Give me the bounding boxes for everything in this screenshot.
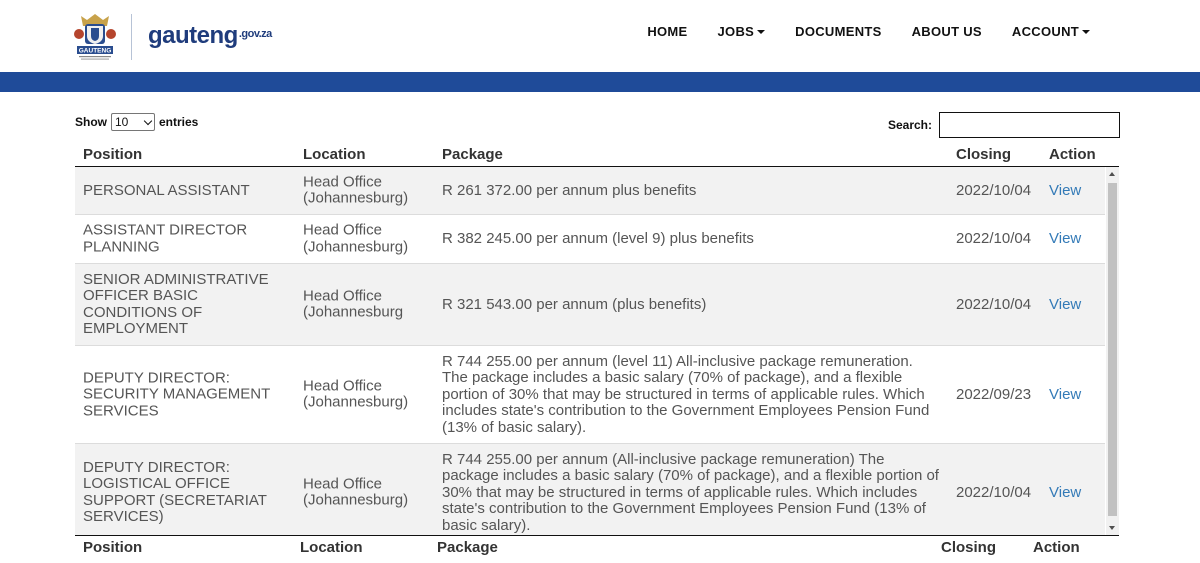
caret-down-icon bbox=[757, 30, 765, 34]
table-row bbox=[75, 264, 1105, 346]
nav-documents-label: DOCUMENTS bbox=[795, 24, 882, 39]
search-input[interactable] bbox=[939, 112, 1120, 138]
nav-about-label: ABOUT US bbox=[911, 24, 982, 39]
nav-jobs-label: JOBS bbox=[717, 24, 755, 39]
cell-closing: 2022/09/23 bbox=[956, 385, 1032, 403]
scroll-down-icon[interactable] bbox=[1109, 526, 1115, 530]
column-header-closing[interactable]: Closing bbox=[956, 146, 1011, 163]
header-accent-bar bbox=[0, 72, 1200, 92]
column-header-position[interactable]: Position bbox=[83, 146, 143, 163]
show-label: Show bbox=[75, 115, 107, 129]
table-footer bbox=[75, 535, 1119, 563]
column-header-package[interactable]: Package bbox=[442, 146, 503, 163]
caret-down-icon bbox=[1082, 30, 1090, 34]
scrollbar-thumb[interactable] bbox=[1108, 183, 1117, 516]
view-link[interactable]: View bbox=[1049, 181, 1082, 199]
view-link[interactable]: View bbox=[1049, 295, 1082, 313]
main-nav bbox=[632, 24, 1105, 39]
site-logo[interactable] bbox=[148, 22, 272, 50]
cell-location: Head Office (Johannesburg) bbox=[303, 475, 409, 509]
footer-column-action: Action bbox=[1033, 539, 1080, 556]
cell-closing: 2022/10/04 bbox=[956, 181, 1032, 199]
entries-label: entries bbox=[159, 115, 199, 129]
cell-position: SENIOR ADMINISTRATIVE OFFICER BASIC CONDITIONS OF EMPLOYMENT bbox=[83, 270, 269, 337]
nav-home[interactable] bbox=[632, 24, 702, 39]
cell-package: R 744 255.00 per annum (All-inclusive package remuneration) The package includes a basic salary (70% of package), and a flexible portion of 30% that may be structured in terms of applicable rules. Which includes state's contribution to the Government Employees Pension Fund (13% of basic salary). bbox=[442, 450, 939, 534]
nav-about-us[interactable] bbox=[897, 24, 997, 39]
chevron-down-icon bbox=[144, 116, 152, 124]
table-row bbox=[75, 444, 1105, 535]
column-header-location[interactable]: Location bbox=[303, 146, 366, 163]
cell-closing: 2022/10/04 bbox=[956, 483, 1032, 501]
brand-suffix: .gov.za bbox=[238, 28, 272, 40]
cell-position: PERSONAL ASSISTANT bbox=[83, 181, 250, 199]
view-link[interactable]: View bbox=[1049, 385, 1082, 403]
table-scrollbar[interactable] bbox=[1106, 167, 1119, 535]
entries-select[interactable] bbox=[111, 113, 155, 131]
cell-package: R 321 543.00 per annum (plus benefits) bbox=[442, 295, 707, 313]
cell-package: R 382 245.00 per annum (level 9) plus benefits bbox=[442, 229, 754, 247]
cell-package: R 261 372.00 per annum plus benefits bbox=[442, 181, 697, 199]
search-label: Search: bbox=[887, 118, 932, 132]
footer-column-location: Location bbox=[300, 539, 363, 556]
nav-documents[interactable] bbox=[780, 24, 896, 39]
footer-column-package: Package bbox=[437, 539, 498, 556]
brand-name: gauteng bbox=[148, 22, 238, 49]
cell-location: Head Office (Johannesburg bbox=[303, 287, 404, 321]
cell-closing: 2022/10/04 bbox=[956, 229, 1032, 247]
footer-column-position: Position bbox=[83, 539, 143, 556]
gauteng-crest-icon[interactable] bbox=[73, 12, 117, 62]
cell-closing: 2022/10/04 bbox=[956, 295, 1032, 313]
view-link[interactable]: View bbox=[1049, 229, 1082, 247]
logo-divider bbox=[131, 14, 132, 60]
table-row bbox=[75, 167, 1105, 215]
nav-home-label: HOME bbox=[647, 24, 688, 39]
cell-location: Head Office (Johannesburg) bbox=[303, 173, 409, 207]
table-row bbox=[75, 346, 1105, 444]
cell-position: DEPUTY DIRECTOR: LOGISTICAL OFFICE SUPPORT (SECRETARIAT SERVICES) bbox=[83, 458, 267, 525]
view-link[interactable]: View bbox=[1049, 483, 1082, 501]
table-header bbox=[75, 142, 1119, 167]
cell-position: DEPUTY DIRECTOR: SECURITY MANAGEMENT SERVICES bbox=[83, 368, 270, 419]
table-body bbox=[75, 167, 1119, 535]
entries-value: 10 bbox=[115, 115, 129, 129]
nav-jobs[interactable] bbox=[703, 24, 781, 39]
search-control bbox=[888, 112, 1120, 138]
column-header-action[interactable]: Action bbox=[1049, 146, 1096, 163]
footer-column-closing: Closing bbox=[941, 539, 996, 556]
nav-account[interactable] bbox=[997, 24, 1105, 39]
nav-account-label: ACCOUNT bbox=[1011, 24, 1079, 39]
cell-position: ASSISTANT DIRECTOR PLANNING bbox=[83, 221, 248, 255]
cell-location: Head Office (Johannesburg) bbox=[303, 377, 409, 411]
table-row bbox=[75, 215, 1105, 264]
cell-location: Head Office (Johannesburg) bbox=[303, 221, 409, 255]
site-header bbox=[0, 0, 1200, 72]
svg-text:GAUTENG: GAUTENG bbox=[78, 47, 112, 55]
page-length-control bbox=[75, 113, 198, 131]
cell-package: R 744 255.00 per annum (level 11) All-inclusive package remuneration. The package includes a basic salary (70% of package), and a flexible portion of 30% that may be structured in terms of applicable rules. Which includes state's contribution to the Government Employees Pension Fund (13% of basic salary). bbox=[442, 352, 930, 436]
scroll-up-icon[interactable] bbox=[1109, 172, 1115, 176]
